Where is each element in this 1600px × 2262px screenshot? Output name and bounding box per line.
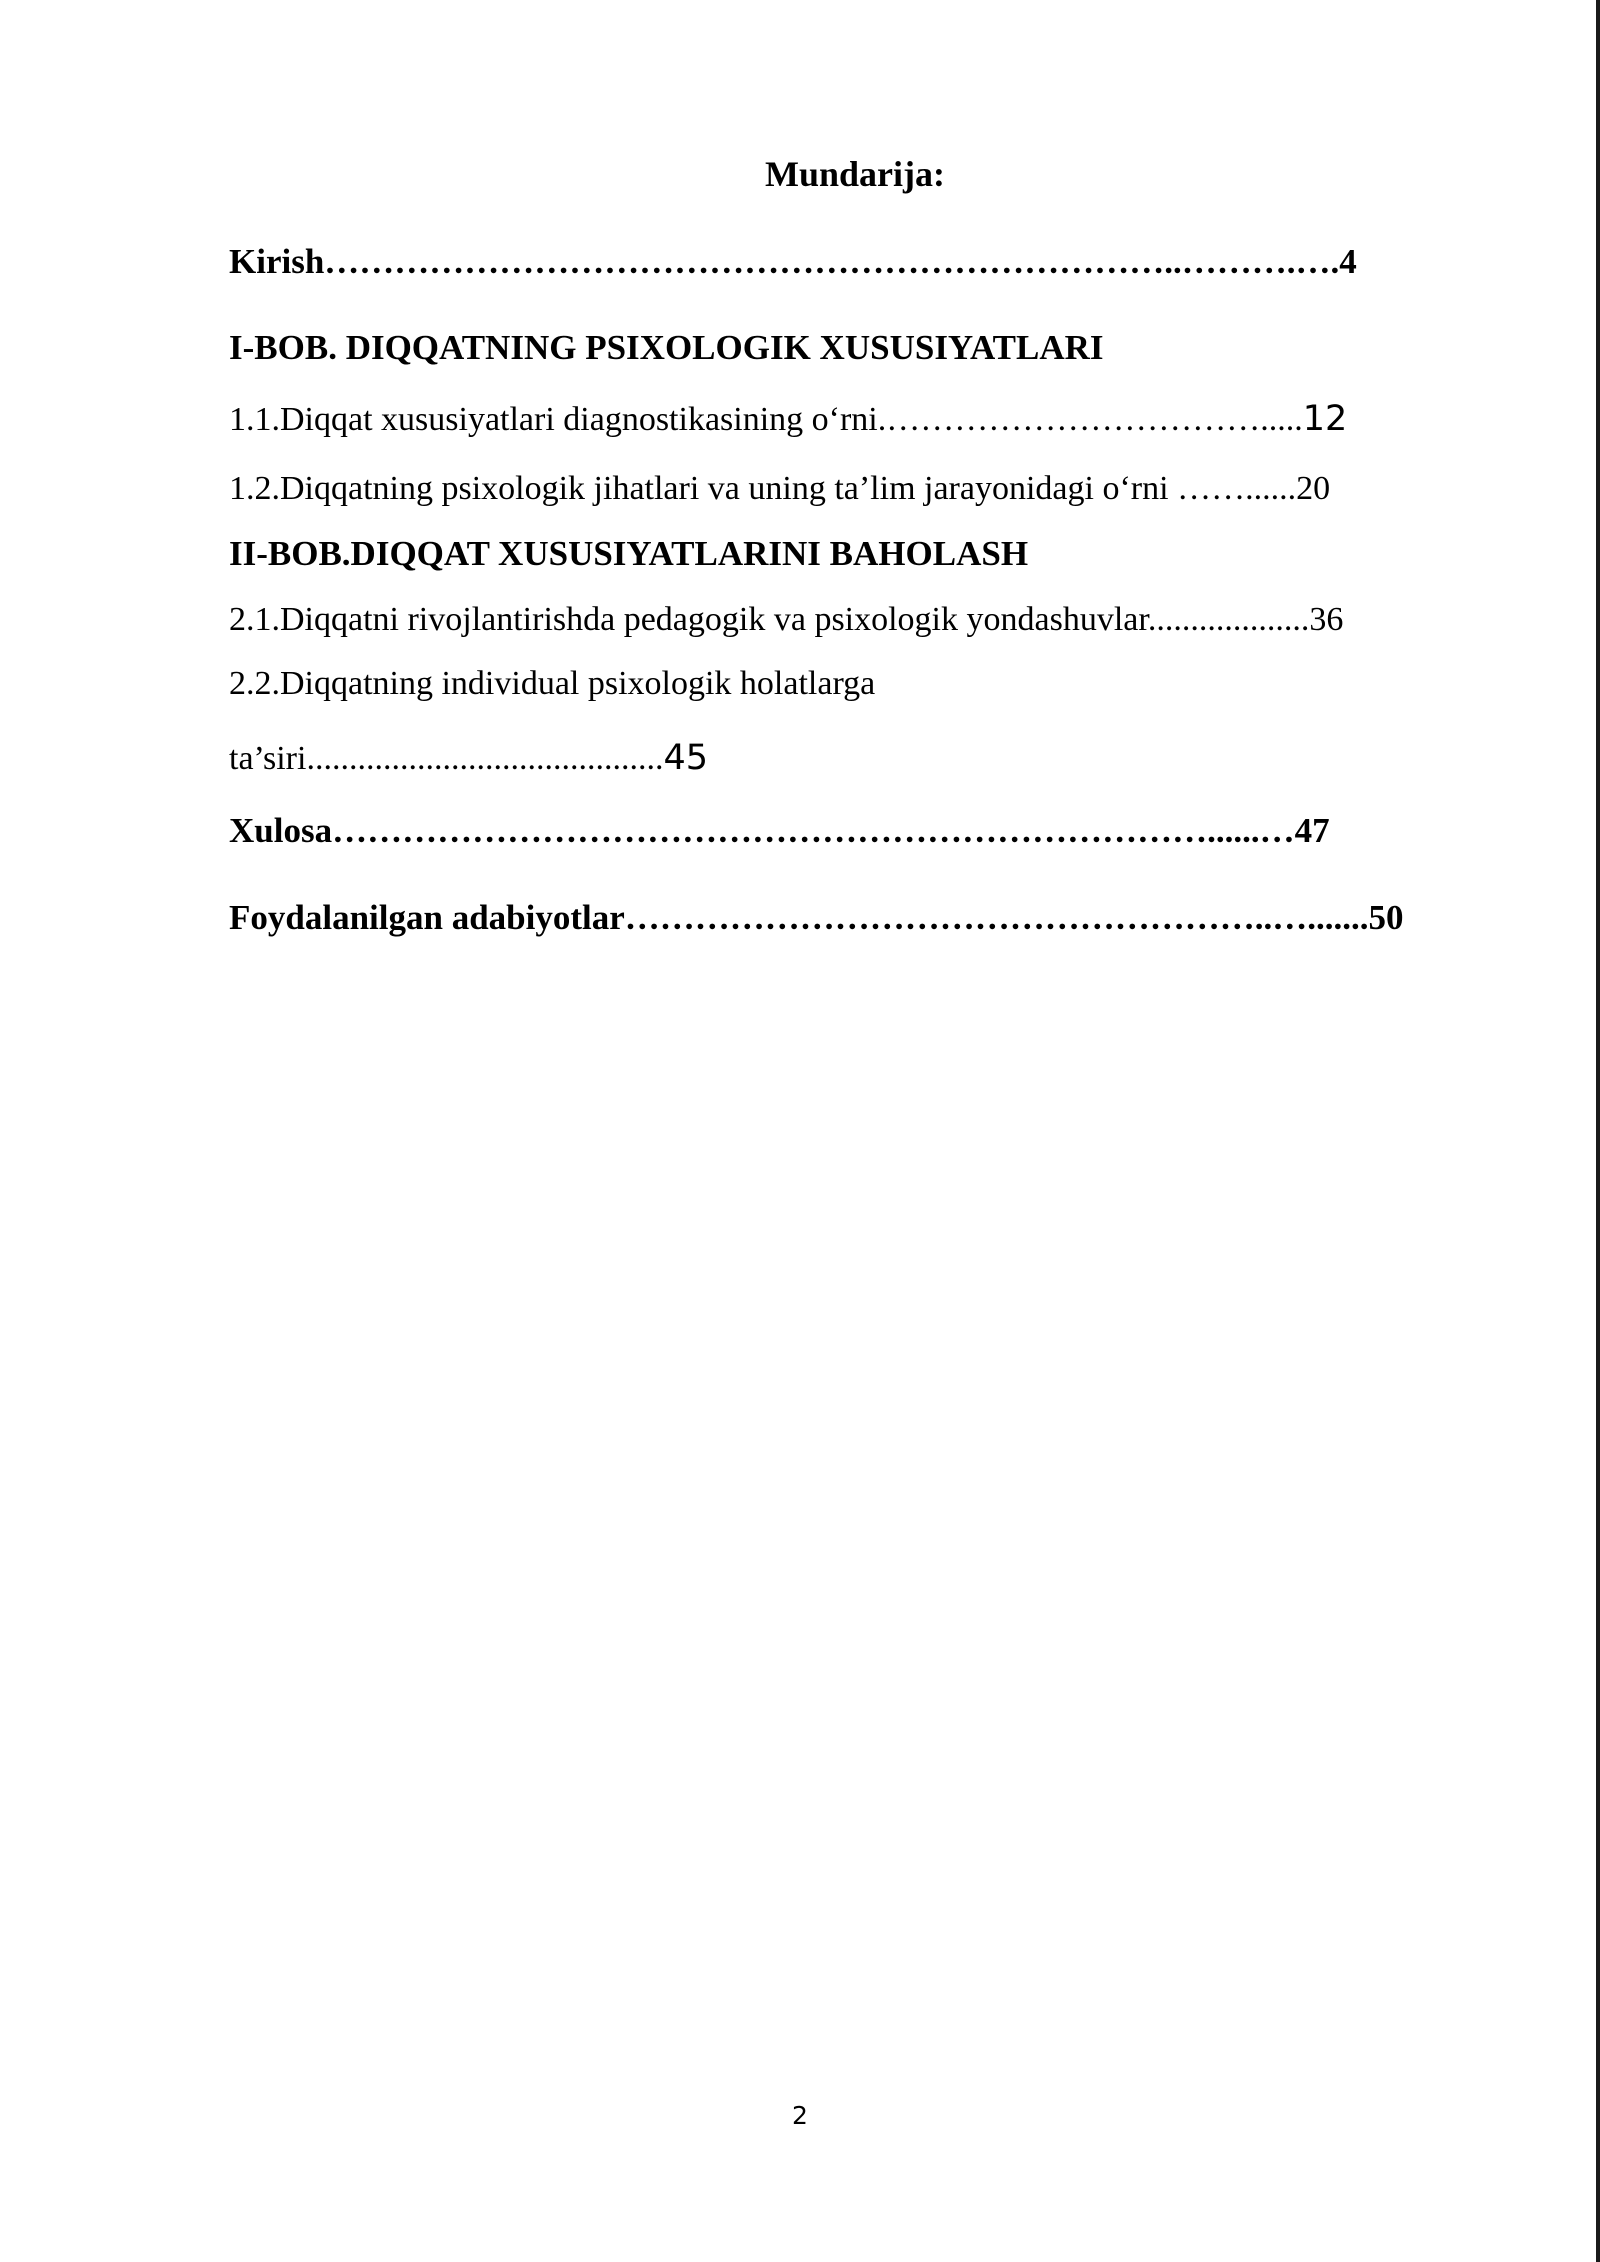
toc-entry-page: 36 — [1309, 601, 1344, 638]
toc-entry-label: I-BOB. DIQQATNING PSIXOLOGIK XUSUSIYATLARI — [229, 328, 1104, 367]
toc-entry-1-2 — [229, 468, 1330, 510]
toc-entry-label: 1.2.Diqqatning psixologik jihatlari va uning ta’lim jarayonidagi o‘rni — [229, 470, 1178, 507]
page-edge — [1596, 0, 1600, 2262]
page-number: 2 — [792, 2101, 808, 2130]
toc-entry-1-1 — [229, 398, 1347, 441]
toc-entry-leader: ………………………………………………………………..……….…. — [324, 242, 1340, 281]
toc-title: Mundarija: — [765, 154, 945, 194]
toc-entry-page: 12 — [1302, 399, 1348, 439]
toc-entry-page: 50 — [1368, 898, 1404, 937]
toc-entry-leader: ………………………………………………..…....... — [624, 898, 1369, 937]
toc-entry-label: II-BOB.DIQQAT XUSUSIYATLARINI BAHOLASH — [229, 534, 1029, 573]
toc-entry-label: 2.2.Diqqatning individual psixologik holatlarga — [229, 665, 876, 702]
toc-entry-page: 20 — [1296, 470, 1331, 507]
toc-entry-kirish — [229, 241, 1357, 283]
toc-entry-2-2-continued — [229, 737, 708, 780]
toc-chapter-1-heading — [229, 327, 1104, 369]
toc-entry-label: Xulosa — [229, 811, 333, 850]
toc-entry-label: 1.1.Diqqat xususiyatlari diagnostikasining o‘rni. — [229, 401, 887, 438]
toc-entry-leader: ……...... — [1177, 470, 1297, 507]
toc-entry-2-2 — [229, 663, 875, 705]
toc-entry-leader: .......................................... — [306, 740, 664, 777]
toc-entry-label: Foydalanilgan adabiyotlar — [229, 898, 625, 937]
toc-chapter-2-heading — [229, 533, 1028, 575]
toc-entry-leader: ……………………………..... — [886, 401, 1303, 438]
toc-entry-foydalanilgan-adabiyotlar — [229, 897, 1404, 939]
toc-entry-label: 2.1.Diqqatni rivojlantirishda pedagogik va psixologik yondashuvlar — [229, 601, 1148, 638]
toc-entry-page: 4 — [1339, 242, 1357, 281]
toc-entry-leader: …………………………………………………………………......… — [332, 811, 1295, 850]
toc-entry-2-1 — [229, 599, 1343, 641]
toc-entry-page: 47 — [1294, 811, 1330, 850]
toc-entry-xulosa — [229, 810, 1330, 852]
toc-entry-leader: ................... — [1147, 601, 1310, 638]
toc-entry-label: ta’siri — [229, 740, 307, 777]
toc-entry-page: 45 — [663, 738, 708, 778]
toc-entry-label: Kirish — [229, 242, 325, 281]
